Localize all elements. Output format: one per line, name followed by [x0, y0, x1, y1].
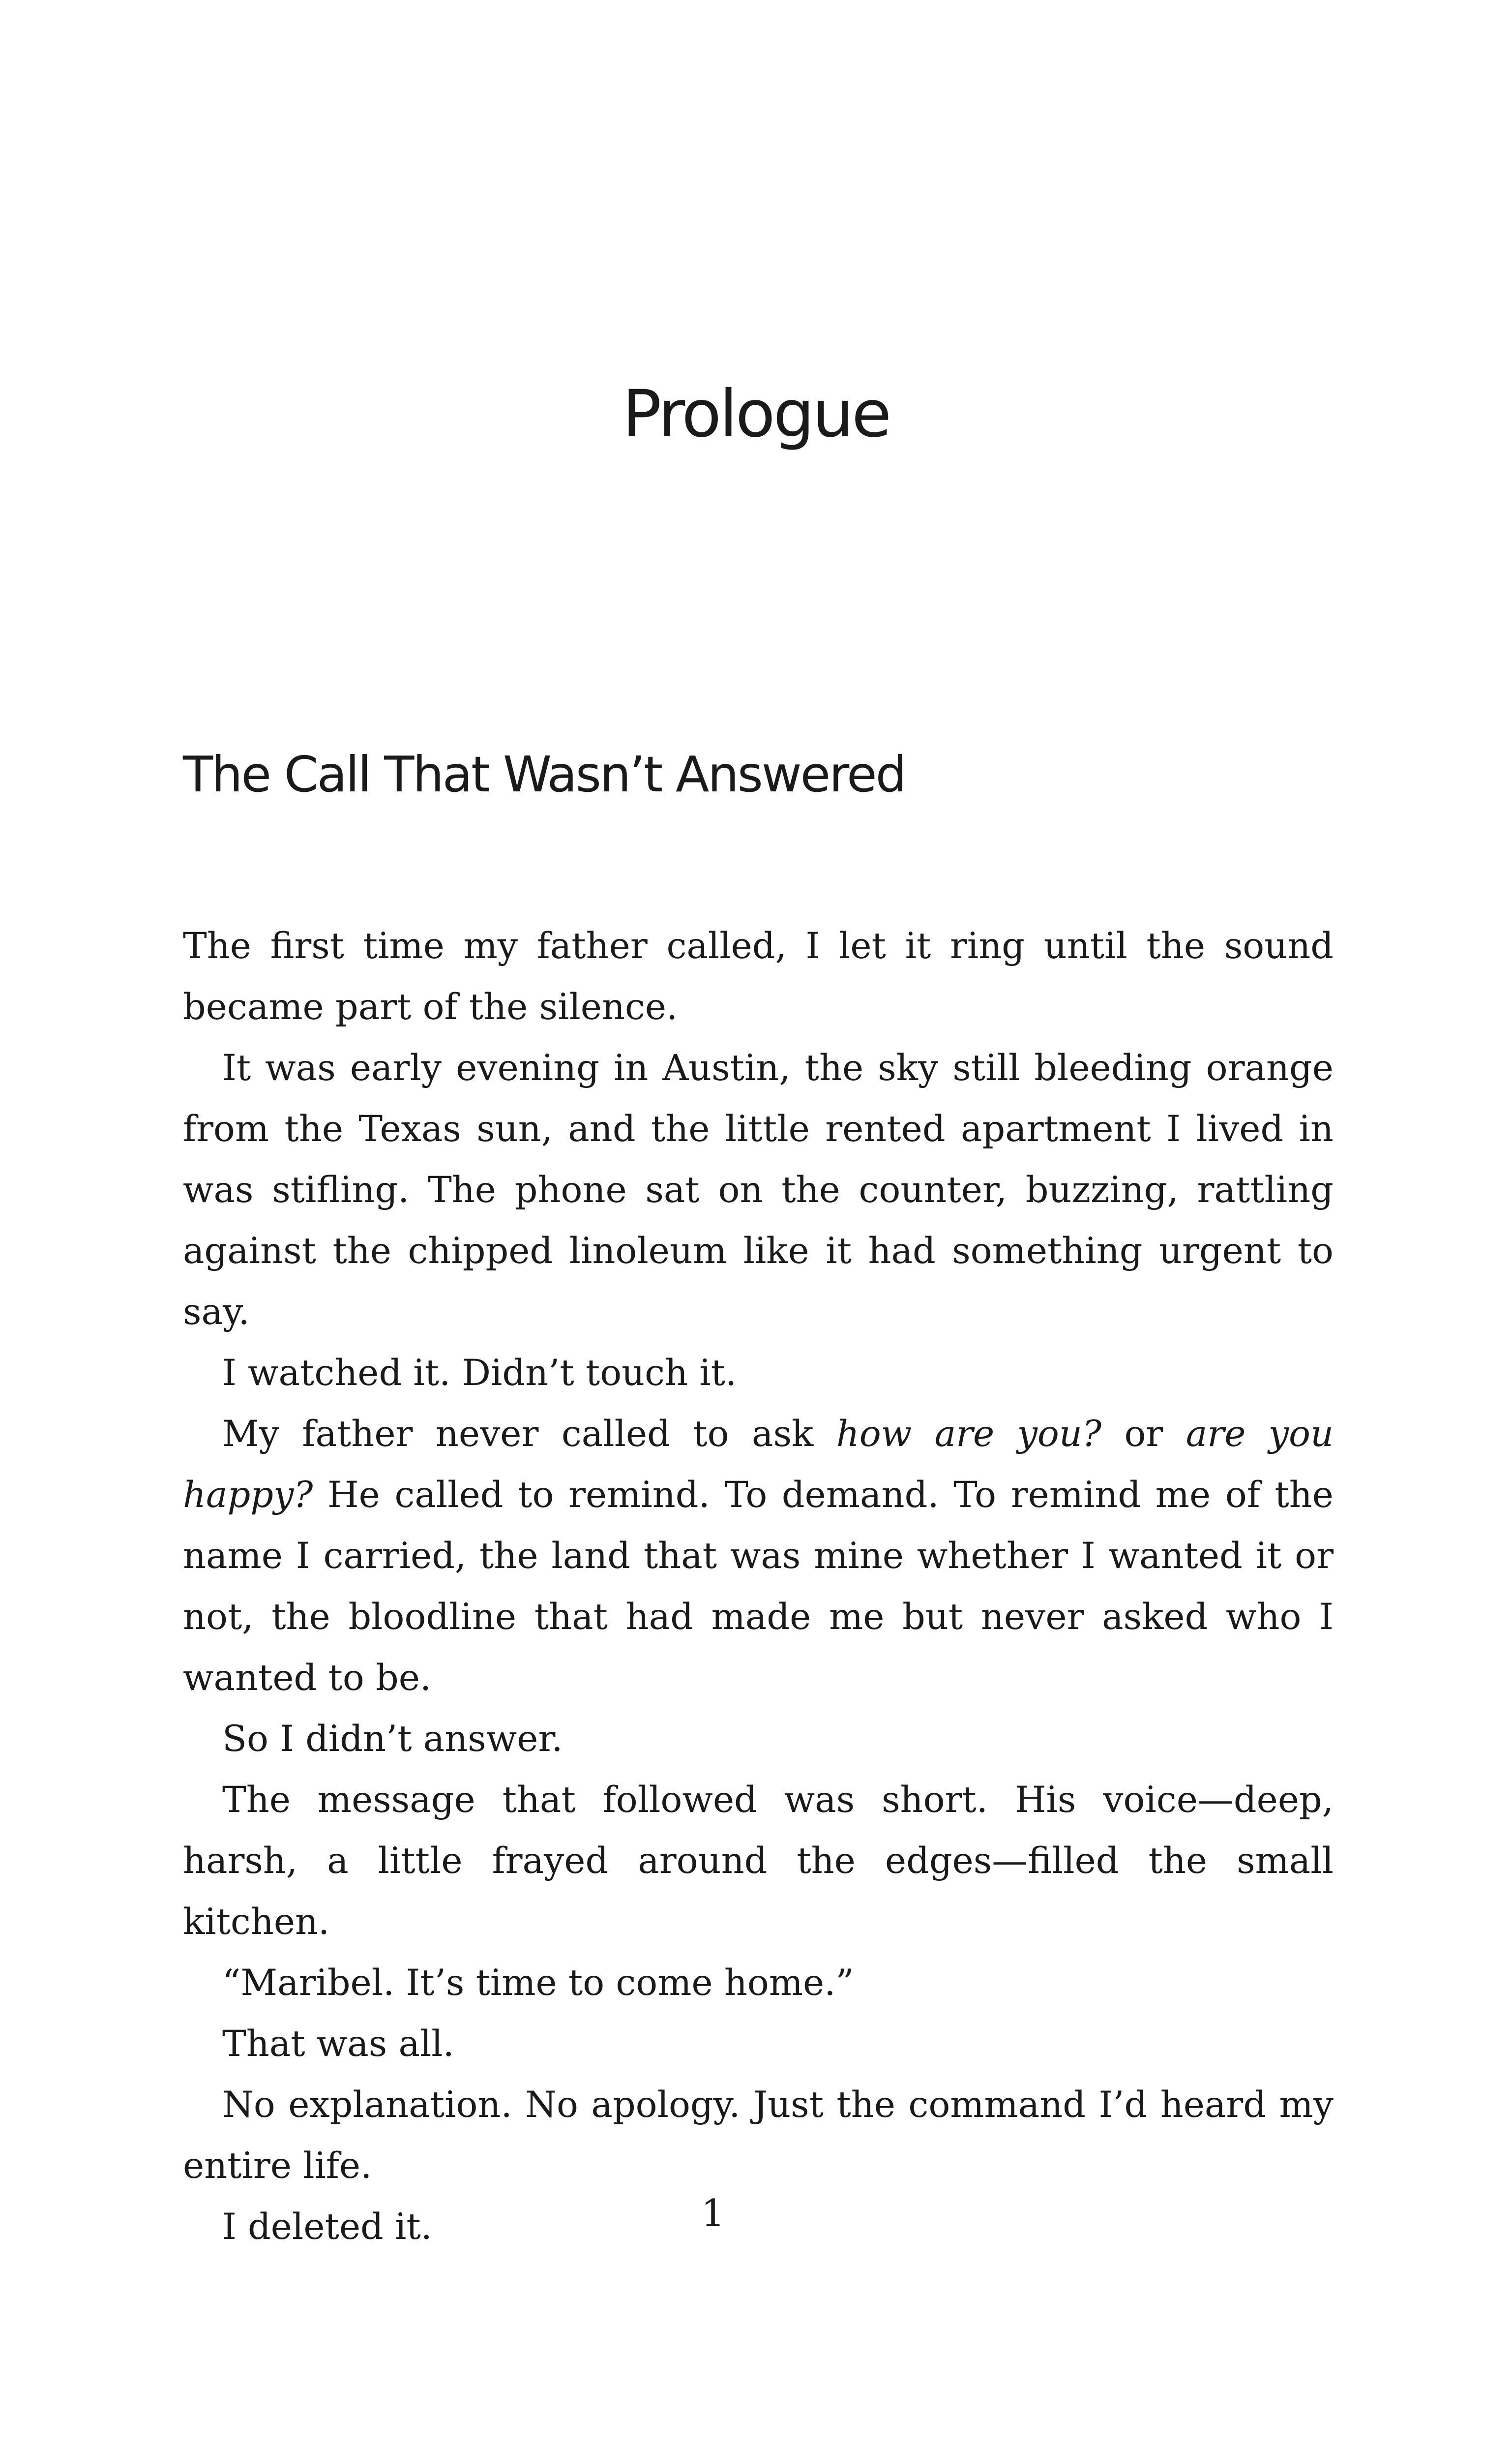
paragraph-2: It was early evening in Austin, the sky still bleeding orange from the Texas sun, and the little rented apartment I lived in was stifling. The phone sat on the counter, buzzing, rattling against the chipped linoleum like it had something urgent to say.	[183, 1047, 1334, 1333]
page-number: 1	[701, 2191, 725, 2235]
paragraph-10: I deleted it.	[222, 2206, 432, 2248]
paragraph-8: That was all.	[222, 2023, 454, 2065]
paragraph-3: I watched it. Didn’t touch it.	[222, 1352, 737, 1394]
paragraph-1: The first time my father called, I let it ring until the sound became part of the silence.	[183, 925, 1334, 1028]
paragraph-4-italic-1: how are you?	[836, 1413, 1101, 1455]
section-title: The Call That Wasn’t Answered	[183, 746, 906, 803]
paragraph-7: “Maribel. It’s time to come home.”	[222, 1962, 854, 2004]
paragraph-4-before: My father never called to ask	[222, 1413, 836, 1455]
paragraph-4-italic-2: are you happy?	[183, 1413, 1334, 1516]
body-text	[183, 916, 1334, 2258]
paragraph-5: So I didn’t answer.	[222, 1718, 563, 1760]
paragraph-4-middle: or	[1101, 1413, 1186, 1455]
paragraph-4-after: He called to remind. To demand. To remind me of the name I carried, the land that was mine whether I wanted it or not, the bloodline that had made me but never asked who I wanted to be.	[183, 1474, 1334, 1699]
paragraph-9: No explanation. No apology. Just the command I’d heard my entire life.	[183, 2084, 1334, 2187]
chapter-title: Prologue	[622, 376, 890, 452]
paragraph-4	[183, 1404, 1334, 1709]
paragraph-6: The message that followed was short. His voice—deep, harsh, a little frayed around the edges—filled the small kitchen.	[183, 1779, 1334, 1943]
